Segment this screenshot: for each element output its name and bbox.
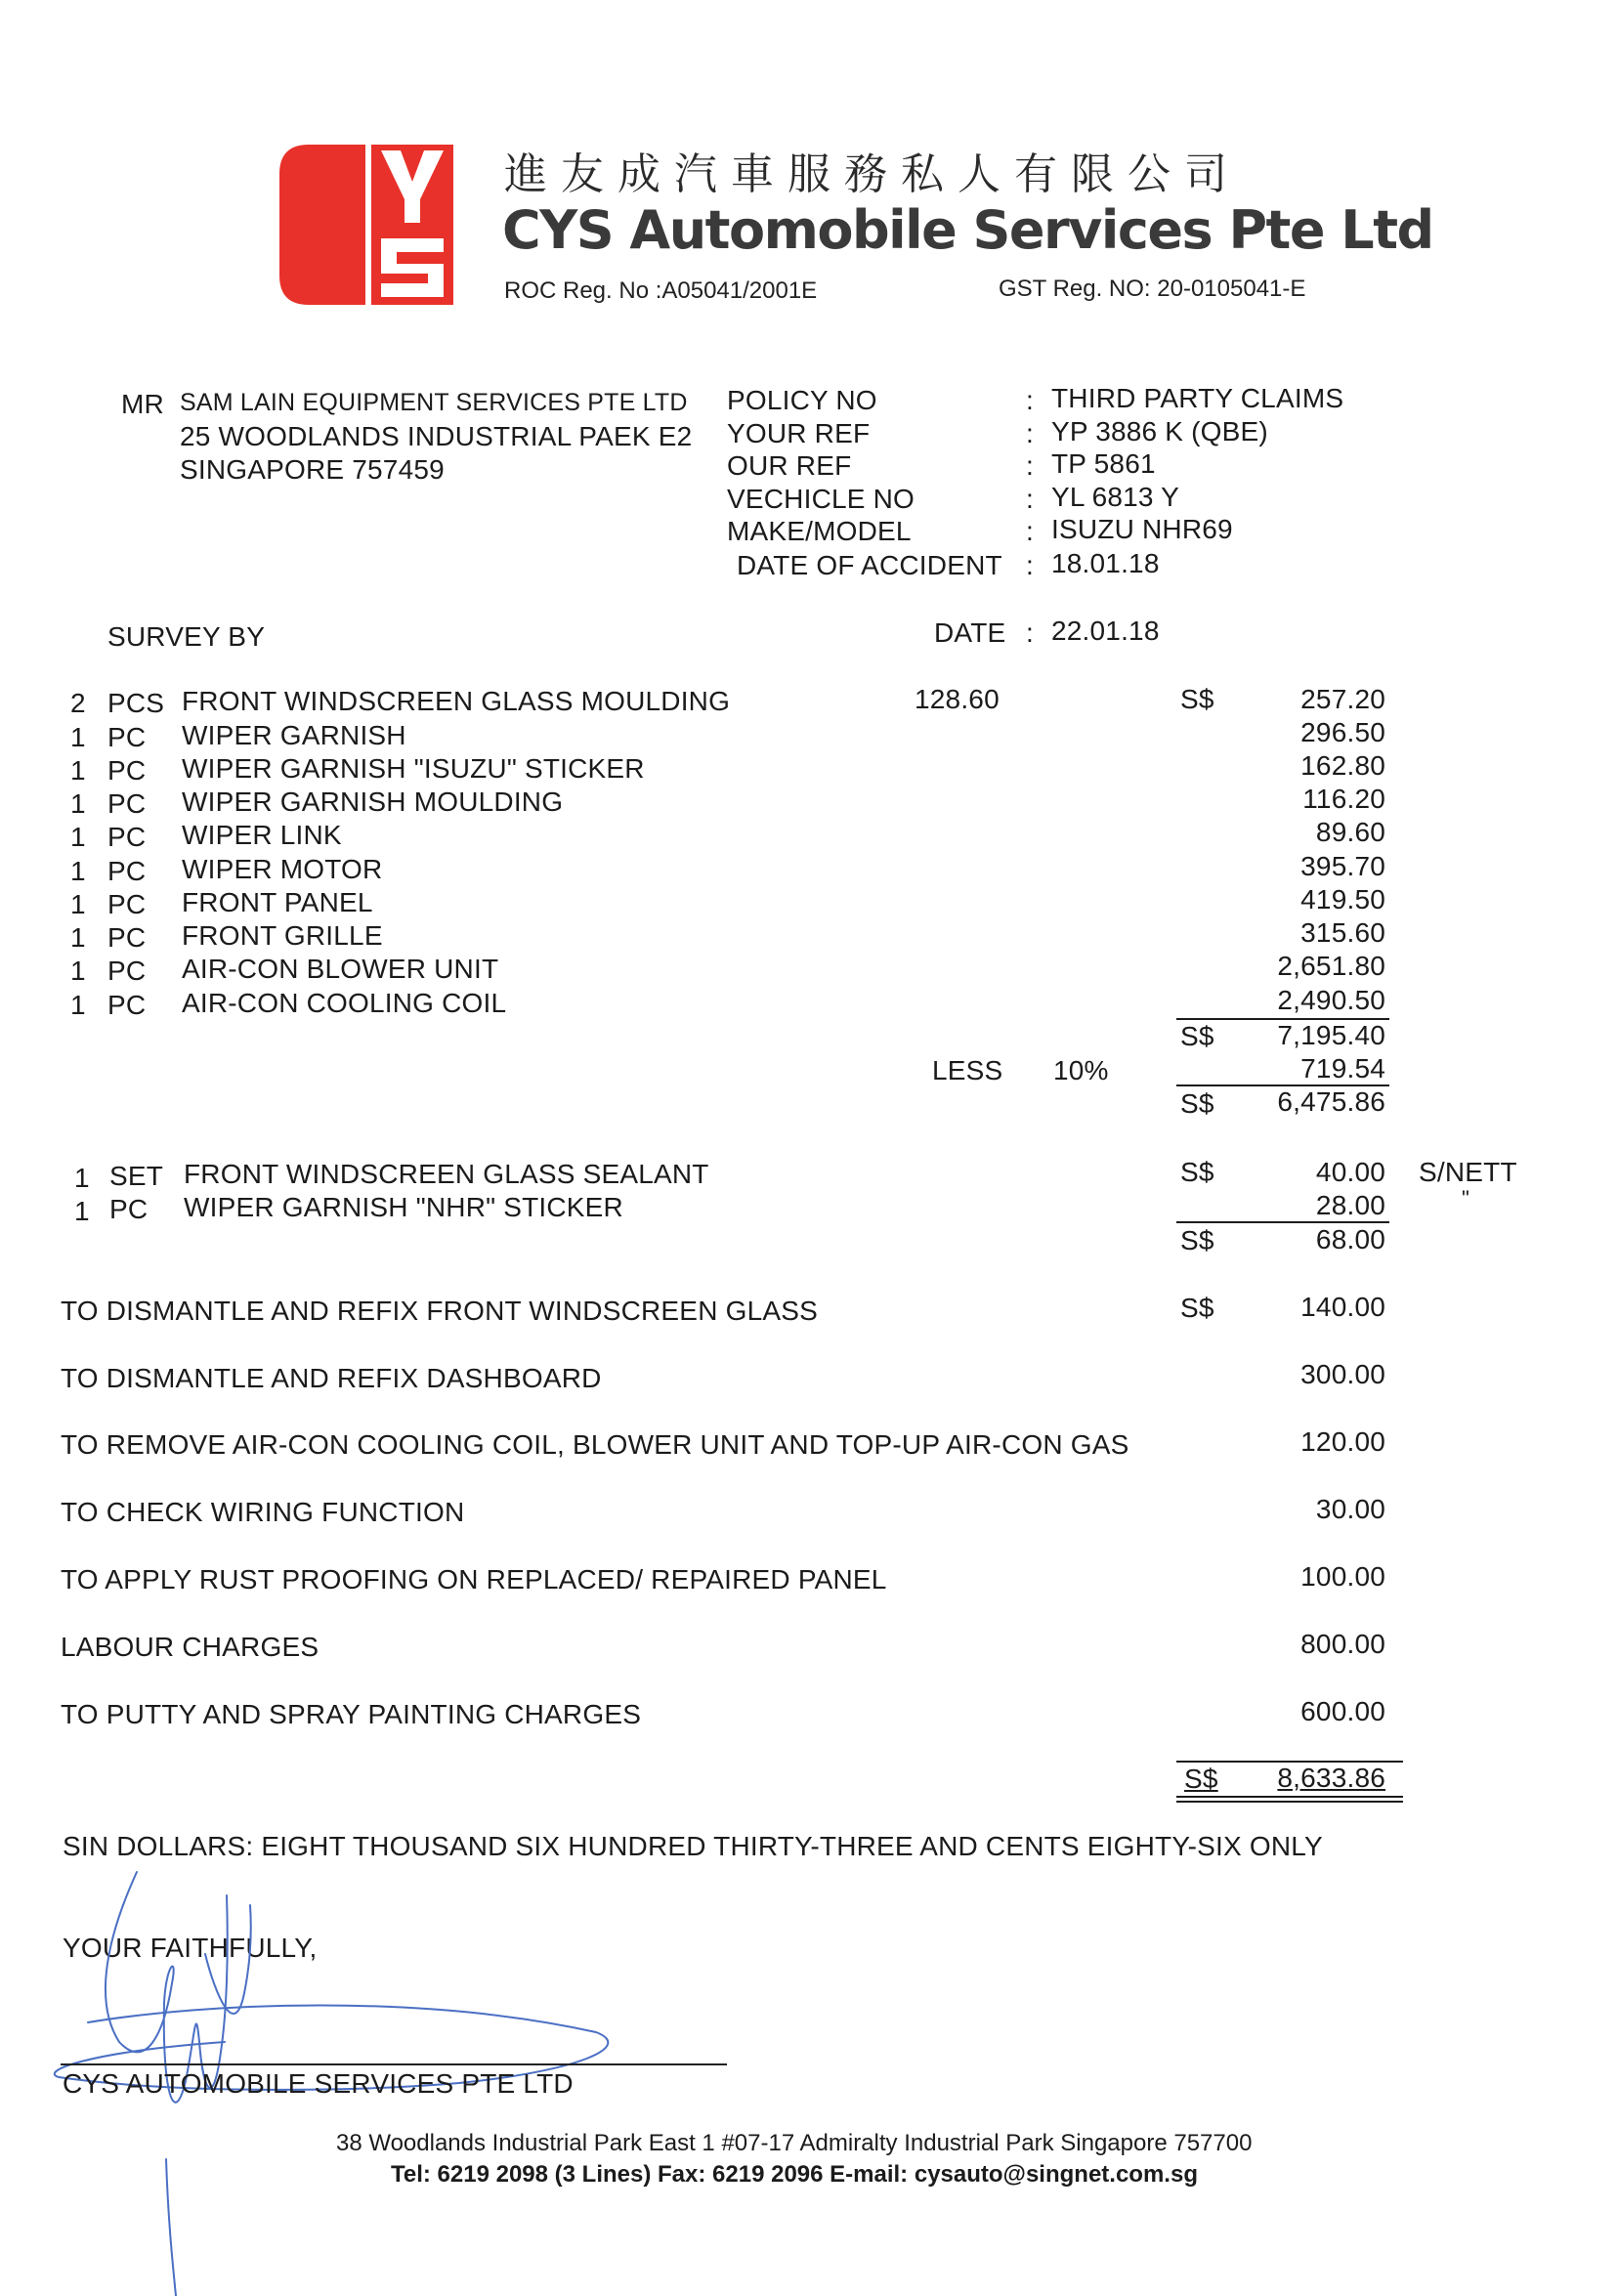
- part-unit: PC: [107, 922, 147, 953]
- company-logo: [279, 145, 453, 305]
- signatory-name: CYS AUTOMOBILE SERVICES PTE LTD: [63, 2068, 574, 2099]
- nett-unit: SET: [109, 1161, 164, 1191]
- part-unit: PC: [107, 990, 147, 1020]
- date-colon: :: [1026, 617, 1034, 648]
- footer-address: 38 Woodlands Industrial Park East 1 #07-17 Admiralty Industrial Park Singapore 757700: [336, 2130, 1253, 2156]
- labour-amount: 30.00: [1315, 1494, 1385, 1524]
- detail-label: YOUR REF: [727, 418, 871, 448]
- labour-description: TO PUTTY AND SPRAY PAINTING CHARGES: [61, 1699, 642, 1729]
- nett-amount: 28.00: [1315, 1190, 1385, 1220]
- detail-value: ISUZU NHR69: [1051, 514, 1233, 544]
- detail-value: TP 5861: [1051, 448, 1156, 479]
- part-unit: PC: [107, 856, 147, 886]
- labour-description: TO DISMANTLE AND REFIX FRONT WINDSCREEN GLASS: [61, 1296, 818, 1326]
- nett-qty: 1: [74, 1196, 90, 1226]
- labour-description: LABOUR CHARGES: [61, 1632, 319, 1662]
- part-amount: 296.50: [1300, 717, 1385, 747]
- detail-colon: :: [1026, 484, 1034, 514]
- part-unit: PC: [107, 889, 147, 919]
- part-qty: 1: [70, 856, 86, 886]
- currency-label: S$: [1180, 1021, 1214, 1051]
- handwritten-signature: [49, 1837, 616, 2296]
- labour-amount: 100.00: [1300, 1561, 1385, 1592]
- grand-total: 8,633.86: [1277, 1763, 1385, 1793]
- part-amount: 2,651.80: [1277, 951, 1385, 981]
- detail-label: OUR REF: [727, 450, 852, 481]
- detail-value: YP 3886 K (QBE): [1051, 416, 1268, 446]
- part-description: WIPER GARNISH MOULDING: [182, 787, 564, 817]
- nett-unit: PC: [109, 1194, 149, 1224]
- detail-label: DATE OF ACCIDENT: [737, 550, 1002, 580]
- part-unit-price: 128.60: [915, 684, 1000, 714]
- currency-label: S$: [1180, 1088, 1214, 1119]
- labour-description: TO DISMANTLE AND REFIX DASHBOARD: [61, 1363, 602, 1393]
- labour-description: TO REMOVE AIR-CON COOLING COIL, BLOWER UNIT AND TOP-UP AIR-CON GAS: [61, 1429, 1129, 1460]
- less-amount: 719.54: [1300, 1053, 1385, 1084]
- part-qty: 1: [70, 755, 86, 786]
- detail-label: MAKE/MODEL: [727, 516, 912, 546]
- addressee-title: MR: [121, 389, 164, 419]
- nett-description: FRONT WINDSCREEN GLASS SEALANT: [184, 1159, 709, 1189]
- currency-label: S$: [1180, 1157, 1214, 1187]
- part-amount: 116.20: [1302, 784, 1385, 814]
- labour-amount: 800.00: [1300, 1629, 1385, 1659]
- detail-colon: :: [1026, 516, 1034, 546]
- part-unit: PC: [107, 956, 147, 986]
- part-unit: PC: [107, 722, 147, 752]
- detail-colon: :: [1026, 385, 1034, 415]
- part-description: FRONT PANEL: [182, 887, 373, 917]
- part-description: FRONT GRILLE: [182, 920, 383, 951]
- part-qty: 1: [70, 922, 86, 953]
- ditto-mark: ": [1462, 1186, 1470, 1211]
- less-percent: 10%: [1053, 1055, 1109, 1085]
- detail-value: 18.01.18: [1051, 548, 1160, 578]
- part-amount: 257.20: [1300, 684, 1385, 714]
- detail-value: YL 6813 Y: [1051, 482, 1180, 512]
- detail-colon: :: [1026, 418, 1034, 448]
- part-qty: 1: [70, 889, 86, 919]
- part-unit: PC: [107, 822, 147, 852]
- part-qty: 1: [70, 722, 86, 752]
- parts-subtotal: 7,195.40: [1277, 1020, 1385, 1050]
- part-qty: 2: [70, 688, 86, 718]
- gst-reg-no: GST Reg. NO: 20-0105041-E: [999, 276, 1306, 302]
- nett-total: 68.00: [1315, 1224, 1385, 1254]
- labour-amount: 140.00: [1300, 1292, 1385, 1322]
- amount-in-words: SIN DOLLARS: EIGHT THOUSAND SIX HUNDRED THIRTY-THREE AND CENTS EIGHTY-SIX ONLY: [63, 1831, 1323, 1861]
- grand-total-double-rule: [1176, 1796, 1403, 1798]
- nett-qty: 1: [74, 1163, 90, 1193]
- part-description: AIR-CON COOLING COIL: [182, 988, 507, 1018]
- addressee-address-line1: 25 WOODLANDS INDUSTRIAL PAEK E2: [180, 421, 693, 451]
- labour-amount: 300.00: [1300, 1359, 1385, 1389]
- roc-reg-no: ROC Reg. No :A05041/2001E: [504, 277, 818, 304]
- part-qty: 1: [70, 788, 86, 819]
- detail-label: VECHICLE NO: [727, 484, 915, 514]
- nett-description: WIPER GARNISH "NHR" STICKER: [184, 1192, 623, 1222]
- part-description: AIR-CON BLOWER UNIT: [182, 954, 499, 984]
- part-unit: PCS: [107, 688, 165, 718]
- date-label: DATE: [934, 617, 1006, 648]
- date-value: 22.01.18: [1051, 616, 1160, 646]
- less-label: LESS: [932, 1055, 1003, 1085]
- chinese-company-name: 進友成汽車服務私人有限公司: [504, 149, 1241, 199]
- part-description: FRONT WINDSCREEN GLASS MOULDING: [182, 686, 731, 716]
- part-description: WIPER GARNISH: [182, 720, 406, 750]
- labour-amount: 120.00: [1300, 1426, 1385, 1457]
- part-description: WIPER MOTOR: [182, 854, 383, 884]
- company-name: CYS Automobile Services Pte Ltd: [502, 199, 1433, 261]
- currency-label: S$: [1184, 1764, 1218, 1794]
- grand-total-double-rule: [1176, 1801, 1403, 1803]
- signature-line: [61, 2063, 727, 2065]
- part-amount: 89.60: [1315, 817, 1385, 847]
- currency-label: S$: [1180, 684, 1214, 714]
- detail-label: POLICY NO: [727, 385, 877, 415]
- labour-description: TO APPLY RUST PROOFING ON REPLACED/ REPAIRED PANEL: [61, 1564, 887, 1594]
- part-qty: 1: [70, 990, 86, 1020]
- closing-line: YOUR FAITHFULLY,: [63, 1933, 318, 1963]
- addressee-company: SAM LAIN EQUIPMENT SERVICES PTE LTD: [180, 389, 688, 416]
- detail-value: THIRD PARTY CLAIMS: [1051, 383, 1344, 413]
- part-description: WIPER GARNISH "ISUZU" STICKER: [182, 753, 645, 784]
- part-amount: 315.60: [1300, 917, 1385, 948]
- detail-colon: :: [1026, 550, 1034, 580]
- part-qty: 1: [70, 822, 86, 852]
- labour-amount: 600.00: [1300, 1696, 1385, 1726]
- survey-by-label: SURVEY BY: [107, 621, 266, 652]
- nett-note: S/NETT: [1419, 1157, 1517, 1187]
- detail-colon: :: [1026, 450, 1034, 481]
- addressee-address-line2: SINGAPORE 757459: [180, 454, 445, 485]
- part-qty: 1: [70, 956, 86, 986]
- footer-contact: Tel: 6219 2098 (3 Lines) Fax: 6219 2096 E-mail: cysauto@singnet.com.sg: [391, 2161, 1198, 2188]
- labour-description: TO CHECK WIRING FUNCTION: [61, 1497, 465, 1527]
- part-amount: 419.50: [1300, 884, 1385, 914]
- part-description: WIPER LINK: [182, 820, 342, 850]
- nett-total-rule: [1176, 1221, 1389, 1223]
- currency-label: S$: [1180, 1293, 1214, 1323]
- parts-net: 6,475.86: [1277, 1086, 1385, 1117]
- currency-label: S$: [1180, 1225, 1214, 1255]
- part-unit: PC: [107, 788, 147, 819]
- nett-amount: 40.00: [1315, 1157, 1385, 1187]
- part-amount: 395.70: [1300, 851, 1385, 881]
- part-unit: PC: [107, 755, 147, 786]
- part-amount: 162.80: [1300, 750, 1385, 781]
- part-amount: 2,490.50: [1277, 985, 1385, 1015]
